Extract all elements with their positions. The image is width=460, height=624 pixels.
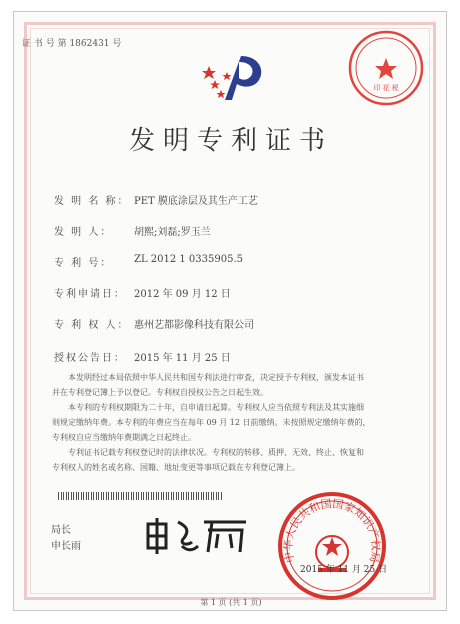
grant-date: 2015 年 11 月 25 日 [134,353,231,364]
patent-number: ZL 2012 1 0335905.5 [134,254,244,265]
svg-text:印 花 税: 印 花 税 [373,84,399,92]
inventors: 胡熙;刘磊;罗玉兰 [134,227,211,238]
body-line: 专利证书记载专利权登记时的法律状况。专利权的转移、质押、无效、终止、恢复和 [68,448,364,457]
invention-name-label: 发 明 名 称： [54,196,130,207]
body-line: 本专利的专利权期限为二十年，自申请日起算。专利权人应当依照专利法及其实施细 [68,403,364,412]
chief-title: 局长 [51,525,71,536]
certificate-paper [13,11,447,611]
filing-date-label: 专利申请日： [54,289,126,300]
grant-date-label: 授权公告日： [54,353,126,364]
patentee-label: 专 利 权 人： [54,320,130,331]
inventor-label: 发 明 人： [54,227,113,238]
invention-name: PET 膜底涂层及其生产工艺 [134,196,258,207]
body-line: 专利权自应当缴纳年费期满之日起终止。 [52,433,196,442]
body-line: 专利权人的姓名或名称、国籍、地址变更等事项记载在专利登记簿上。 [52,463,300,472]
barcode [58,492,223,500]
filing-date: 2012 年 09 月 12 日 [134,289,231,300]
body-text [52,370,397,475]
body-line: 本发明经过本局依照中华人民共和国专利法进行审查，决定授予专利权，颁发本证书 [68,373,364,382]
company-stamp [346,28,426,108]
page-footer: 第 1 页 (共 1 页) [200,598,262,607]
signature [142,516,252,556]
chief-name: 申长雨 [51,541,81,552]
official-seal [276,490,388,602]
body-line: 则规定缴纳年费。本专利的年费应当在每年 09 月 12 日前缴纳。未按照规定缴纳年费的， [52,418,371,427]
seal-date: 2015 年 11 月 25 日 [300,565,388,575]
document-title: 发明专利证书 [128,126,333,156]
body-line: 并在专利登记簿上予以登记。专利权自授权公告之日起生效。 [52,388,268,397]
seal-text: 中华人民共和国国家知识产权局 [281,497,383,564]
patentee: 惠州艺都影像科技有限公司 [134,320,254,331]
sipo-logo [199,50,269,106]
certificate-number: 证 书 号 第 1862431 号 [22,39,122,49]
patent-number-label: 专 利 号： [54,258,113,269]
